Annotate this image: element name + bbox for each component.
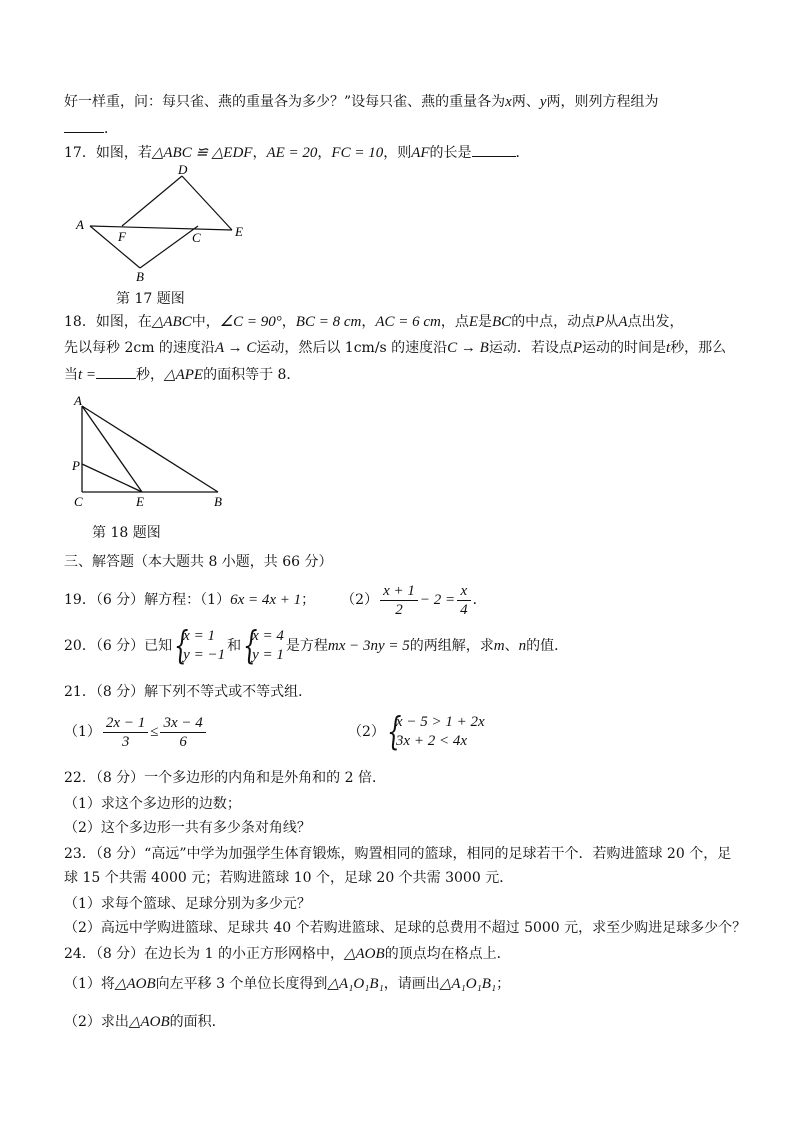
q24-s1 [64, 974, 510, 994]
q24-s2a: （2）求出 [64, 1014, 129, 1030]
q24-aob3: △AOB [128, 1014, 170, 1030]
q18-cb: C → B [447, 340, 489, 356]
q20-sep: 、 [504, 638, 519, 654]
q24-s2 [64, 1012, 226, 1032]
q18-t14: 秒，那么 [670, 340, 727, 356]
q18-p2: P [572, 340, 583, 356]
q17-label-a: A [76, 217, 84, 232]
q17-label-b: B [136, 269, 144, 284]
q18-t16: 秒， [136, 367, 165, 383]
q17-line-ae [90, 226, 232, 230]
q18-e: E [468, 314, 479, 330]
q17-ae: AE = 20 [266, 145, 318, 161]
q19-frac1 [380, 582, 418, 619]
q21-r1: x − 5 > 1 + 2x [395, 714, 485, 730]
q24-aob: △AOB [343, 946, 385, 962]
q18-t12: 运动．若设点 [488, 340, 573, 356]
q18-t8: 从 [604, 314, 619, 330]
q18-ac2: A → C [214, 340, 257, 356]
q17-answer-blank[interactable] [472, 142, 516, 157]
q18-t: t [666, 340, 671, 356]
q18-t17: 的面积等于 8． [203, 367, 301, 383]
q20-s1b: y = −1 [183, 647, 226, 663]
q18-t1: 18．如图，在 [64, 314, 152, 330]
q20-t1: 是方程 [285, 638, 328, 654]
q19-num: 19．（6 分）解方程：（1） [64, 592, 231, 608]
q18-p: P [595, 314, 605, 330]
q20-eq: mx − 3ny = 5 [327, 638, 410, 654]
q20 [64, 624, 568, 668]
q18-t-eq: t = [78, 367, 97, 383]
q19-frac2-den: 4 [460, 601, 468, 618]
q18-t5: ，点 [440, 314, 469, 330]
q23-s1: （1）求每个篮球、足球分别为多少元？ [64, 896, 311, 912]
q18-t2: 中， [191, 314, 220, 330]
q24-s2b: 的面积． [169, 1014, 226, 1030]
q17-caption: 第 17 题图 [116, 291, 185, 307]
q16-text-b: 两、 [511, 94, 540, 110]
q21-frac2-num: 3x − 4 [160, 714, 205, 733]
q16-answer-line [64, 118, 118, 139]
q17-label-c: C [192, 230, 201, 245]
q21-brace: { [386, 709, 402, 753]
q24-s1a: （1）将 [64, 976, 115, 992]
q18-label-c: C [74, 494, 83, 509]
q18-t9: 点出发， [627, 314, 684, 330]
q18-angle: ∠C = 90° [219, 314, 282, 330]
q19-frac1-num: x + 1 [380, 582, 418, 601]
q21-frac2-den: 6 [179, 733, 187, 750]
q20-brace1: { [174, 623, 189, 667]
q17-num: 17．如图，若 [64, 145, 152, 161]
q21-frac1-num: 2x − 1 [103, 714, 148, 733]
q16-text-a: 好一样重，问：每只雀、燕的重量各为多少？”设每只雀、燕的重量各为 [64, 94, 506, 110]
q18-line-ab [82, 406, 218, 492]
q17-end: ． [515, 145, 530, 161]
q21-frac1-den: 3 [121, 733, 130, 750]
q21-r2: 3x + 2 < 4x [395, 733, 467, 749]
q21-title: 21．（8 分）解下列不等式或不等式组． [64, 684, 313, 700]
q18-bc2: BC [492, 314, 512, 330]
q17-line-fd [122, 176, 182, 226]
q17-figure [70, 164, 260, 284]
q20-t2: 的两组解，求 [409, 638, 494, 654]
q16-answer-blank[interactable] [64, 118, 104, 133]
q24-image-triangle: △A₁O₁B₁ [327, 976, 384, 992]
q20-t3: 的值． [526, 638, 569, 654]
q20-and: 和 [227, 638, 242, 654]
q22-s1: （1）求这个多边形的边数； [64, 796, 241, 812]
q18-t7: 的中点，动点 [511, 314, 596, 330]
q17-af: AF [411, 145, 430, 161]
q20-s2a: x = 4 [252, 628, 284, 644]
section-3-heading: 三、解答题（本大题共 8 小题，共 66 分） [64, 554, 333, 570]
q17-fc: FC = 10 [331, 145, 384, 161]
q18-t3: ， [281, 314, 296, 330]
q18-label-a: A [74, 393, 82, 408]
q21-frac1 [103, 714, 148, 751]
q18-label-p: P [72, 458, 80, 473]
q18-line3 [64, 364, 300, 385]
q18-ape: △APE [164, 367, 204, 383]
q24-s1b: 向左平移 3 个单位长度得到 [155, 976, 328, 992]
q23-s2: （2）高远中学购进篮球、足球共 40 个若购进篮球、足球的总费用不超过 5000 元，求至少购进足球多少个？ [64, 920, 747, 936]
q18-answer-blank[interactable] [96, 364, 136, 379]
q22-title: 22．（8 分）一个多边形的内角和是外角和的 2 倍． [64, 770, 386, 786]
q18-line1 [64, 312, 684, 332]
q18-t11: 运动，然后以 1cm/s 的速度沿 [256, 340, 448, 356]
q20-n: n [518, 638, 527, 654]
q19-p2: （2） [341, 592, 379, 608]
q19 [64, 578, 487, 622]
q20-s2b: y = 1 [252, 647, 284, 663]
q18-a: A [618, 314, 628, 330]
q18-bc: BC = 8 cm [295, 314, 362, 330]
q18-label-e: E [136, 494, 144, 509]
q19-end: ． [472, 592, 487, 608]
q18-line2 [64, 338, 726, 358]
q19-eq1: 6x = 4x + 1 [230, 592, 302, 608]
q18-ac: AC = 6 cm [375, 314, 441, 330]
q23-l2: 球 15 个共需 4000 元；若购进篮球 10 个，足球 20 个共需 3000 元． [64, 870, 514, 886]
q18-t10: 先以每秒 2cm 的速度沿 [64, 340, 215, 356]
q17-label-f: F [118, 229, 126, 244]
q24-s1d: ； [496, 976, 511, 992]
q21-parts [64, 708, 704, 756]
q20-system1 [174, 623, 226, 667]
q17-text-c: 的长是 [429, 145, 472, 161]
q19-frac2-num: x [457, 582, 471, 601]
q21-part2 [348, 708, 487, 756]
q17-label-d: D [178, 164, 188, 177]
q24-t1: 24．（8 分）在边长为 1 的小正方形网格中， [64, 946, 344, 962]
q18-line-ae [82, 406, 142, 492]
q16-text [64, 92, 659, 112]
q21-p2: （2） [348, 724, 385, 740]
q17-line-ab [90, 226, 140, 268]
q21-part1 [64, 708, 208, 756]
q18-label-b: B [214, 494, 222, 509]
q18-caption: 第 18 题图 [92, 525, 161, 541]
q16-var-y: y [539, 94, 547, 110]
q17-line-de [182, 176, 232, 230]
q20-m: m [493, 638, 505, 654]
q18-figure [68, 392, 238, 510]
q20-brace2: { [243, 623, 258, 667]
q18-abc: △ABC [151, 314, 192, 330]
q17-line-bc [140, 226, 198, 268]
q17-label-e: E [235, 224, 243, 239]
q19-mid: − 2 = [419, 592, 456, 608]
q19-frac2 [457, 582, 471, 619]
q16-text-c: 两，则列方程组为 [546, 94, 659, 110]
q20-num: 20．（6 分）已知 [64, 638, 173, 654]
q22-s2: （2）这个多边形一共有多少条对角线？ [64, 820, 311, 836]
q17-sep2: ， [317, 145, 332, 161]
q16-var-x: x [505, 94, 512, 110]
q17-sep1: ， [252, 145, 267, 161]
q21-p1: （1） [64, 724, 101, 740]
q17-text [64, 142, 530, 163]
q21-frac2 [160, 714, 205, 751]
q24-t2: 的顶点均在格点上． [384, 946, 511, 962]
q18-t13: 运动的时间是 [582, 340, 667, 356]
q24-image-triangle2: △A₁O₁B₁ [439, 976, 497, 992]
q17-congruence: △ABC ≌ △EDF [151, 145, 253, 161]
q19-frac1-den: 2 [395, 601, 403, 618]
q18-t4: ， [361, 314, 376, 330]
q18-t6: 是 [478, 314, 493, 330]
q20-system2 [243, 623, 284, 667]
q21-le: ≤ [150, 724, 159, 740]
q16-end: ． [104, 121, 118, 137]
q24-s1c: ，请画出 [383, 976, 440, 992]
q19-t1: ； [301, 592, 316, 608]
q21-system [386, 709, 485, 753]
q24-title [64, 944, 511, 964]
q20-s1a: x = 1 [183, 628, 215, 644]
q17-text-b: ，则 [383, 145, 412, 161]
q24-aob2: △AOB [114, 976, 156, 992]
q23-l1: 23．（8 分）“高远”中学为加强学生体育锻炼，购置相同的篮球，相同的足球若干个．若购进篮球 20 个，足 [64, 846, 732, 862]
q18-t15: 当 [64, 367, 78, 383]
